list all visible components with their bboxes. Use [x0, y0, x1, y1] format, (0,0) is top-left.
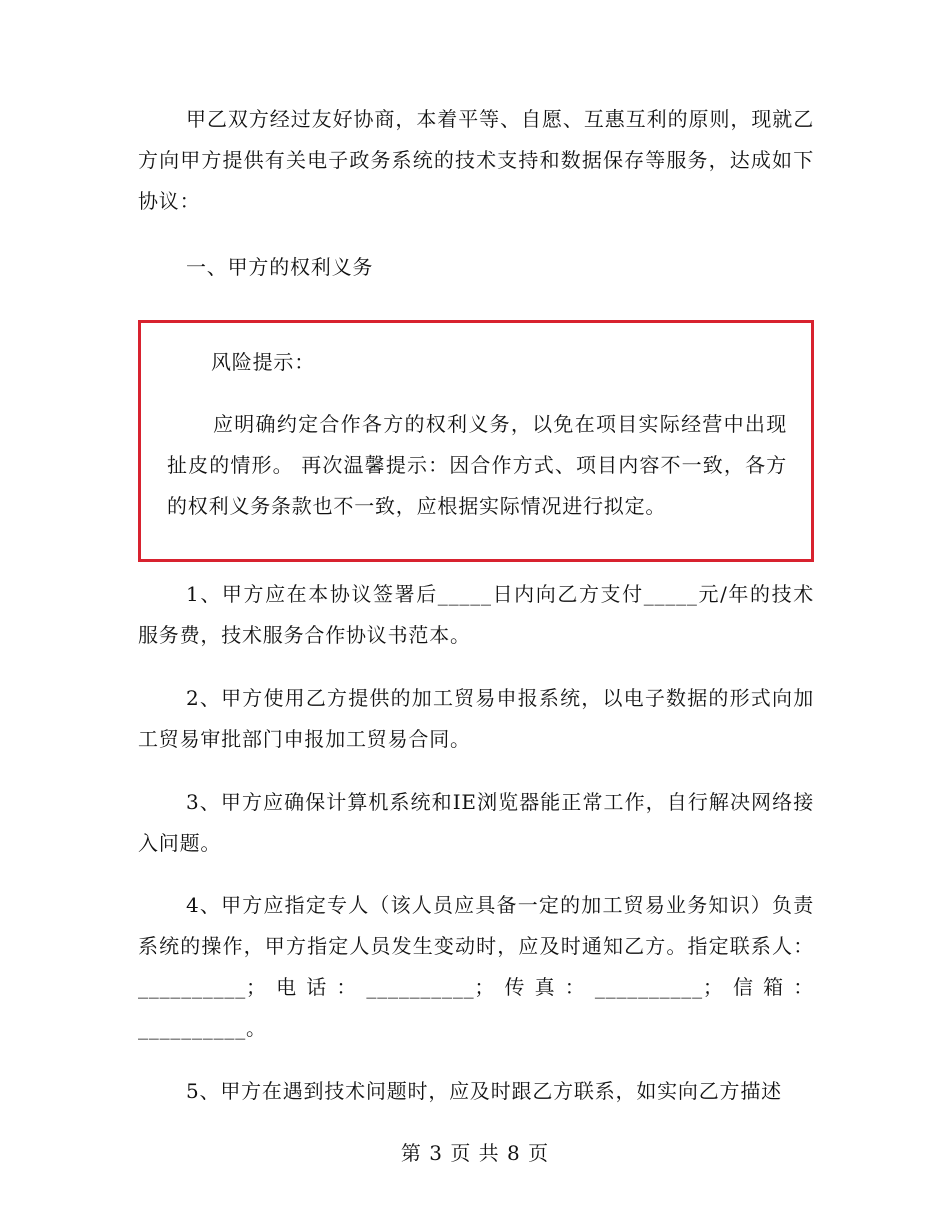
- intro-paragraph: 甲乙双方经过友好协商，本着平等、自愿、互惠互利的原则，现就乙方向甲方提供有关电子政务系统的技术支持和数据保存等服务，达成如下协议：: [138, 107, 814, 213]
- risk-notice-box: [138, 320, 814, 562]
- risk-notice-body: 应明确约定合作各方的权利义务，以免在项目实际经营中出现扯皮的情形。 再次温馨提示：因合作方式、项目内容不一致，各方的权利义务条款也不一致，应根据实际情况进行拟定。: [167, 412, 787, 518]
- clause-5: 5、甲方在遇到技术问题时，应及时跟乙方联系，如实向乙方描述: [186, 1079, 782, 1103]
- page-footer: [0, 1138, 950, 1168]
- clause-1: 1、甲方应在本协议签署后_____日内向乙方支付_____元/年的技术服务费，技术服务合作协议书范本。: [138, 582, 814, 647]
- page-number-label: 第 3 页 共 8 页: [400, 1141, 550, 1165]
- risk-notice-title: 风险提示：: [211, 350, 315, 374]
- clause-3: 3、甲方应确保计算机系统和IE浏览器能正常工作，自行解决网络接入问题。: [138, 790, 814, 855]
- clause-2: 2、甲方使用乙方提供的加工贸易申报系统，以电子数据的形式向加工贸易审批部门申报加工贸易合同。: [138, 686, 814, 751]
- clause-4: 4、甲方应指定专人（该人员应具备一定的加工贸易业务知识）负责系统的操作，甲方指定人员发生变动时，应及时通知乙方。指定联系人：__________；电话：__________；传真：__________；信箱：__________。: [138, 893, 814, 1040]
- section-heading: 一、甲方的权利义务: [186, 255, 374, 279]
